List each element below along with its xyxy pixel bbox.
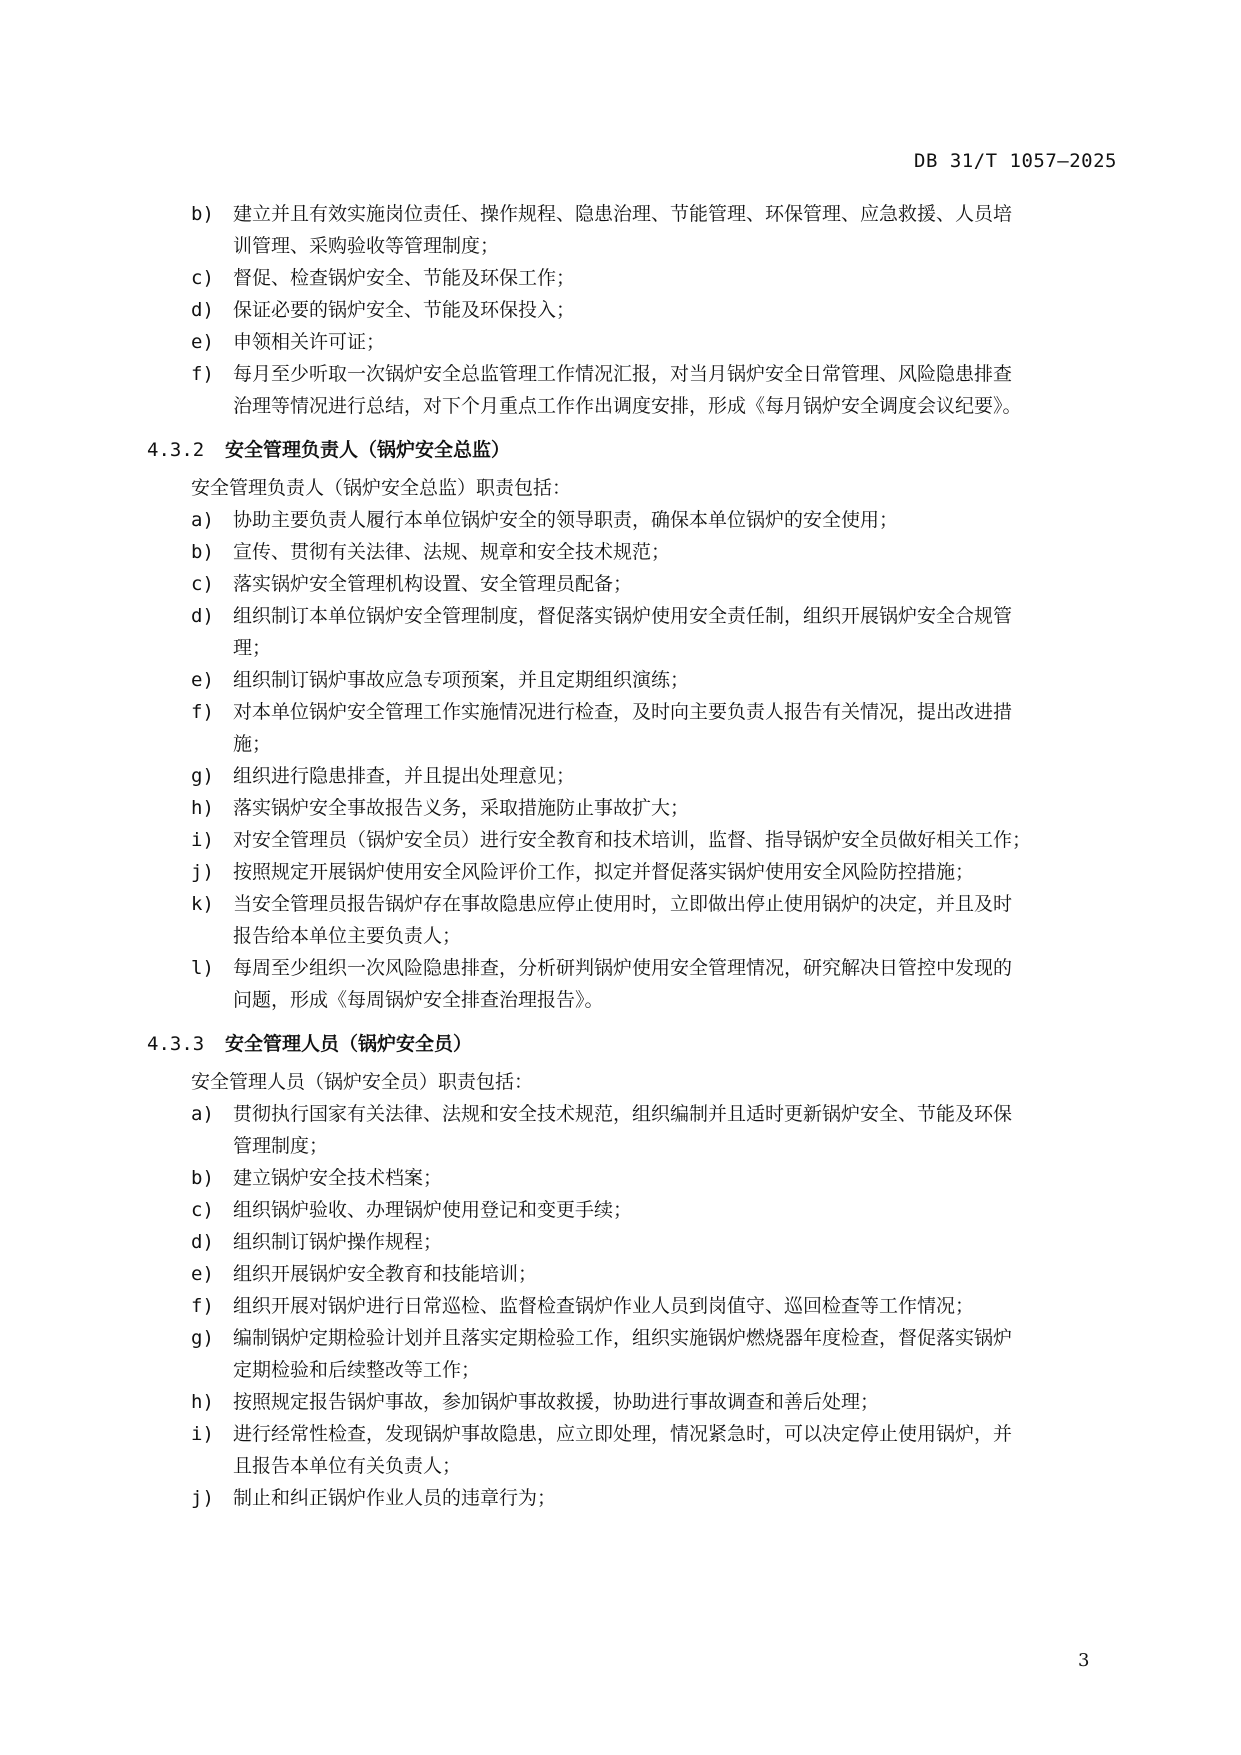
list-item-text: 报告给本单位主要负责人； xyxy=(233,925,462,947)
list-item-label: i) xyxy=(191,1423,214,1445)
list-item xyxy=(147,1258,1117,1290)
list-item xyxy=(147,1482,1117,1514)
list-item-text: 编制锅炉定期检验计划并且落实定期检验工作，组织实施锅炉燃烧器年度检查，督促落实锅炉 xyxy=(233,1327,1013,1349)
list-item xyxy=(147,1226,1117,1258)
list-item xyxy=(147,568,1117,600)
page-number: 3 xyxy=(1078,1650,1090,1671)
list-item xyxy=(147,728,1117,760)
section-intro: 安全管理负责人（锅炉安全总监）职责包括： xyxy=(191,477,572,499)
list-item-label: f) xyxy=(191,363,214,385)
list-item xyxy=(147,390,1117,422)
list-item xyxy=(147,1386,1117,1418)
list-item-text: 建立锅炉安全技术档案； xyxy=(233,1167,443,1189)
list-item-label: e) xyxy=(191,1263,214,1285)
list-item xyxy=(147,294,1117,326)
list-item-label: c) xyxy=(191,573,214,595)
list-item xyxy=(147,1290,1117,1322)
list-item-text: 落实锅炉安全事故报告义务，采取措施防止事故扩大； xyxy=(233,797,690,819)
list-item-text: 施； xyxy=(233,733,272,755)
list-item-label: j) xyxy=(191,861,214,883)
list-item-label: a) xyxy=(191,509,214,531)
list-item-label: b) xyxy=(191,541,214,563)
list-item xyxy=(147,1130,1117,1162)
list-item-text: 组织开展对锅炉进行日常巡检、监督检查锅炉作业人员到岗值守、巡回检查等工作情况； xyxy=(233,1295,975,1317)
list-item xyxy=(147,984,1117,1016)
list-item xyxy=(147,856,1117,888)
list-item-text: 按照规定开展锅炉使用安全风险评价工作，拟定并督促落实锅炉使用安全风险防控措施； xyxy=(233,861,975,883)
list-item-text: 组织开展锅炉安全教育和技能培训； xyxy=(233,1263,538,1285)
list-item-text: 理； xyxy=(233,637,272,659)
list-item-label: g) xyxy=(191,765,214,787)
list-item xyxy=(147,600,1117,632)
list-item-text: 对本单位锅炉安全管理工作实施情况进行检查，及时向主要负责人报告有关情况，提出改进措 xyxy=(233,701,1013,723)
list-item-label: d) xyxy=(191,605,214,627)
list-item xyxy=(147,326,1117,358)
list-item-label: j) xyxy=(191,1487,214,1509)
list-item-label: l) xyxy=(191,957,214,979)
list-item xyxy=(147,1450,1117,1482)
list-block-4-3-2 xyxy=(147,504,1117,1016)
list-item-text: 每月至少听取一次锅炉安全总监管理工作情况汇报，对当月锅炉安全日常管理、风险隐患排查 xyxy=(233,363,1013,385)
section-heading-4-3-3 xyxy=(147,1028,1117,1060)
section-number: 4.3.2 xyxy=(147,439,205,461)
list-item-label: d) xyxy=(191,299,214,321)
list-item-label: e) xyxy=(191,669,214,691)
list-item-text: 当安全管理员报告锅炉存在事故隐患应停止使用时，立即做出停止使用锅炉的决定，并且及时 xyxy=(233,893,1013,915)
list-item xyxy=(147,1354,1117,1386)
list-item xyxy=(147,504,1117,536)
list-item-text: 且报告本单位有关负责人； xyxy=(233,1455,462,1477)
list-item-label: h) xyxy=(191,1391,214,1413)
list-item-label: c) xyxy=(191,1199,214,1221)
list-item-text: 治理等情况进行总结，对下个月重点工作作出调度安排，形成《每月锅炉安全调度会议纪要》。 xyxy=(233,395,1022,417)
section-title: 安全管理人员（锅炉安全员） xyxy=(225,1033,473,1055)
list-item-text: 管理制度； xyxy=(233,1135,329,1157)
document-code: DB 31/T 1057—2025 xyxy=(914,150,1117,172)
list-item-text: 组织进行隐患排查，并且提出处理意见； xyxy=(233,765,576,787)
list-item-text: 协助主要负责人履行本单位锅炉安全的领导职责，确保本单位锅炉的安全使用； xyxy=(233,509,899,531)
list-item-text: 问题，形成《每周锅炉安全排查治理报告》。 xyxy=(233,989,604,1011)
list-item-label: e) xyxy=(191,331,214,353)
list-item-text: 落实锅炉安全管理机构设置、安全管理员配备； xyxy=(233,573,633,595)
list-item xyxy=(147,1322,1117,1354)
list-item-label: b) xyxy=(191,1167,214,1189)
list-item xyxy=(147,1194,1117,1226)
list-item-text: 对安全管理员（锅炉安全员）进行安全教育和技术培训，监督、指导锅炉安全员做好相关工作； xyxy=(233,829,1032,851)
list-item-text: 按照规定报告锅炉事故，参加锅炉事故救援，协助进行事故调查和善后处理； xyxy=(233,1391,880,1413)
list-item xyxy=(147,696,1117,728)
list-item-text: 保证必要的锅炉安全、节能及环保投入； xyxy=(233,299,576,321)
list-block-4-3-3 xyxy=(147,1098,1117,1514)
list-item-text: 组织锅炉验收、办理锅炉使用登记和变更手续； xyxy=(233,1199,633,1221)
list-item-label: g) xyxy=(191,1327,214,1349)
list-item xyxy=(147,1162,1117,1194)
list-item xyxy=(147,1418,1117,1450)
list-item-label: k) xyxy=(191,893,214,915)
list-item-label: b) xyxy=(191,203,214,225)
list-item xyxy=(147,920,1117,952)
list-item-text: 宣传、贯彻有关法律、法规、规章和安全技术规范； xyxy=(233,541,671,563)
list-item xyxy=(147,792,1117,824)
list-item xyxy=(147,198,1117,230)
list-item-text: 督促、检查锅炉安全、节能及环保工作； xyxy=(233,267,576,289)
list-item-text: 制止和纠正锅炉作业人员的违章行为； xyxy=(233,1487,557,1509)
list-item xyxy=(147,664,1117,696)
list-item-text: 每周至少组织一次风险隐患排查，分析研判锅炉使用安全管理情况，研究解决日管控中发现的 xyxy=(233,957,1013,979)
list-item-label: i) xyxy=(191,829,214,851)
list-item-text: 组织制订锅炉操作规程； xyxy=(233,1231,443,1253)
list-item-text: 组织制订本单位锅炉安全管理制度，督促落实锅炉使用安全责任制，组织开展锅炉安全合规管 xyxy=(233,605,1013,627)
list-item xyxy=(147,760,1117,792)
list-item-text: 定期检验和后续整改等工作； xyxy=(233,1359,481,1381)
list-item-label: h) xyxy=(191,797,214,819)
section-heading-4-3-2 xyxy=(147,434,1117,466)
section-number: 4.3.3 xyxy=(147,1033,205,1055)
list-item-text: 组织制订锅炉事故应急专项预案，并且定期组织演练； xyxy=(233,669,690,691)
list-item-label: d) xyxy=(191,1231,214,1253)
list-item xyxy=(147,230,1117,262)
list-item xyxy=(147,952,1117,984)
list-item xyxy=(147,536,1117,568)
list-block-continued xyxy=(147,198,1117,422)
list-item-text: 申领相关许可证； xyxy=(233,331,386,353)
list-item-text: 贯彻执行国家有关法律、法规和安全技术规范，组织编制并且适时更新锅炉安全、节能及环保 xyxy=(233,1103,1013,1125)
list-item xyxy=(147,632,1117,664)
section-intro: 安全管理人员（锅炉安全员）职责包括： xyxy=(191,1071,534,1093)
list-item xyxy=(147,262,1117,294)
list-item-text: 进行经常性检查，发现锅炉事故隐患，应立即处理，情况紧急时，可以决定停止使用锅炉，并 xyxy=(233,1423,1013,1445)
list-item-label: c) xyxy=(191,267,214,289)
list-item xyxy=(147,888,1117,920)
list-item xyxy=(147,1098,1117,1130)
list-item xyxy=(147,358,1117,390)
list-item-text: 训管理、采购验收等管理制度； xyxy=(233,235,500,257)
list-item xyxy=(147,824,1117,856)
list-item-label: f) xyxy=(191,1295,214,1317)
list-item-label: a) xyxy=(191,1103,214,1125)
page-content xyxy=(147,198,1117,1514)
section-title: 安全管理负责人（锅炉安全总监） xyxy=(225,439,511,461)
list-item-label: f) xyxy=(191,701,214,723)
list-item-text: 建立并且有效实施岗位责任、操作规程、隐患治理、节能管理、环保管理、应急救援、人员培 xyxy=(233,203,1013,225)
